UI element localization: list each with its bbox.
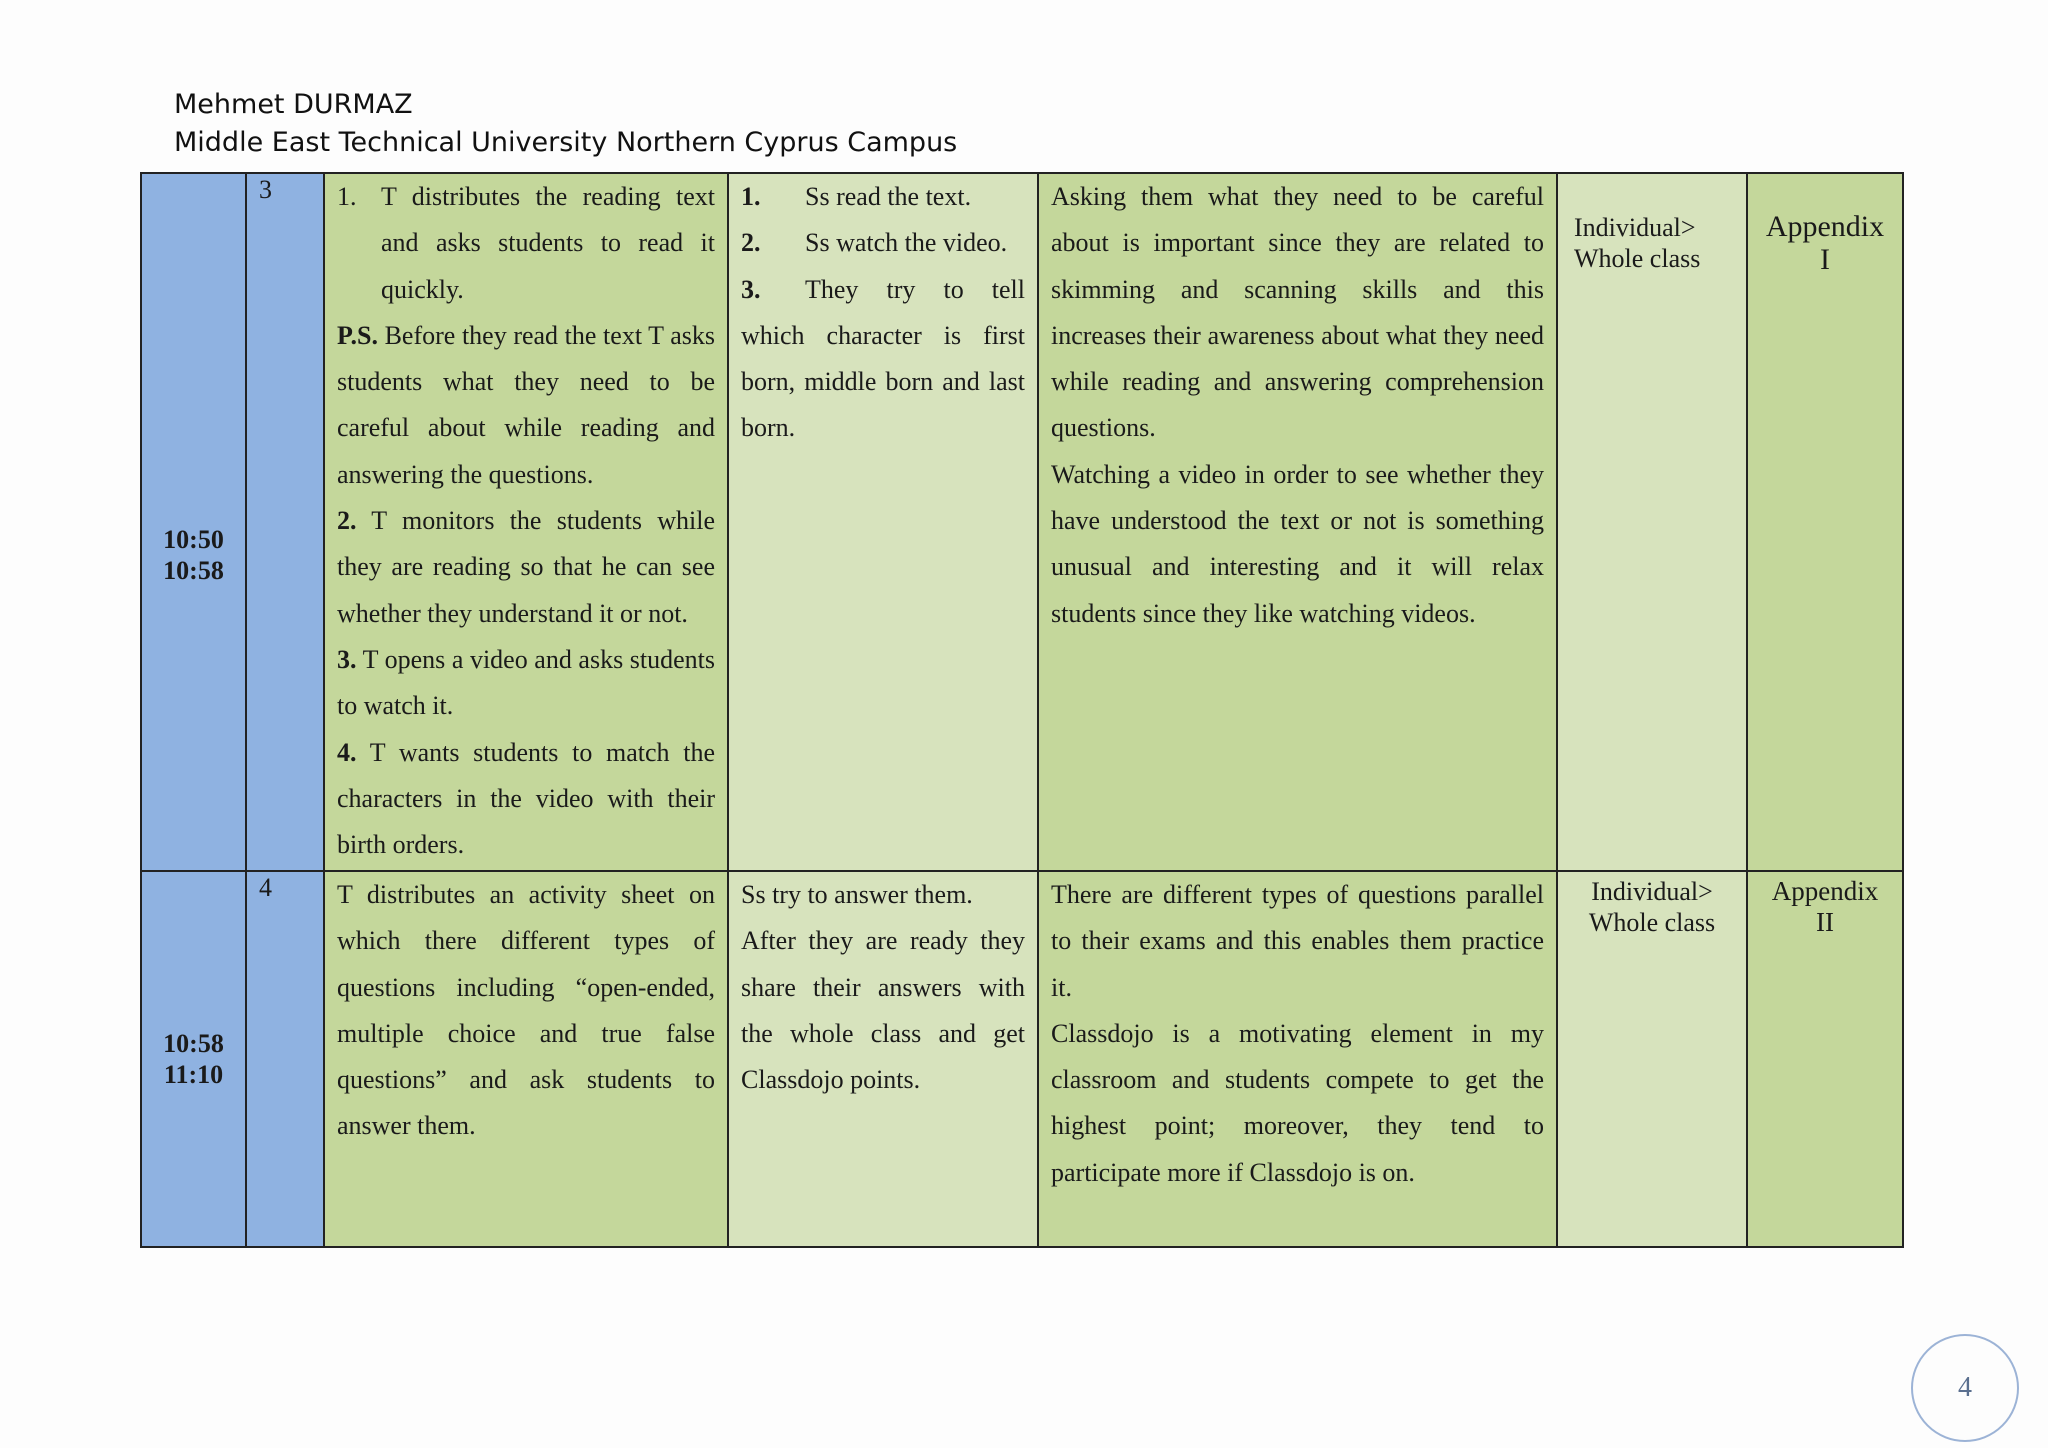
time-cell	[141, 173, 246, 871]
step-text: Ss read the text.	[805, 182, 972, 211]
purpose-paragraph: Watching a video in order to see whether they have understood the text or not is something unusual and interesting and it will relax students since they like watching videos.	[1051, 459, 1544, 628]
teacher-step-3	[337, 637, 715, 730]
step-text: T distributes the reading text and asks students to read it quickly.	[381, 182, 715, 304]
interaction-cell	[1557, 871, 1747, 1247]
teacher-step-1	[337, 174, 715, 313]
step-number: 3.	[741, 274, 761, 304]
teacher-ps	[337, 313, 715, 498]
step-number: 1.	[337, 182, 357, 211]
table-row	[141, 871, 1903, 1247]
purpose-cell	[1038, 871, 1557, 1247]
interaction-text: Individual>	[1574, 213, 1696, 242]
appendix-number: I	[1820, 243, 1830, 276]
stage-cell	[246, 871, 324, 1247]
appendix-number: II	[1816, 907, 1834, 937]
ps-label: P.S.	[337, 320, 378, 350]
author-name: Mehmet DURMAZ	[174, 89, 413, 120]
appendix-label: Appendix	[1765, 210, 1885, 243]
student-step-3	[741, 267, 1025, 452]
student-step-2	[741, 220, 1025, 266]
time-end: 11:10	[163, 1060, 224, 1089]
time-start: 10:50	[163, 525, 224, 554]
ps-text: Before they read the text T asks students what they need to be careful about while reading and answering the questions.	[337, 320, 715, 489]
page-number-badge	[1911, 1334, 2019, 1442]
teacher-step-2	[337, 498, 715, 637]
step-text: T monitors the students while they are reading so that he can see whether they understand it or not.	[337, 506, 715, 628]
student-activity-cell	[728, 871, 1038, 1247]
step-number: 2.	[337, 506, 357, 536]
teacher-step-4	[337, 730, 715, 869]
stage-number: 4	[259, 873, 272, 902]
purpose-paragraph: Asking them what they need to be careful about is important since they are related to skimming and scanning skills and this increases their awareness about what they need while reading and answering comprehension questions.	[1051, 182, 1544, 443]
student-step: After they are ready they share their answers with the whole class and get Classdojo points.	[741, 926, 1025, 1095]
step-number: 2.	[741, 228, 761, 258]
teacher-step: T distributes an activity sheet on which there different types of questions including “open-ended, multiple choice and true false questions” and ask students to answer them.	[337, 880, 715, 1141]
appendix-label: Appendix	[1771, 876, 1879, 906]
teacher-activity-cell	[324, 173, 728, 871]
time-cell	[141, 871, 246, 1247]
student-step-1	[741, 174, 1025, 220]
step-number: 4.	[337, 737, 357, 767]
student-activity-cell	[728, 173, 1038, 871]
table-row	[141, 173, 1903, 871]
interaction-text: Whole class	[1574, 244, 1701, 273]
teacher-activity-cell	[324, 871, 728, 1247]
stage-number: 3	[259, 175, 272, 204]
materials-cell	[1747, 871, 1903, 1247]
step-text: T opens a video and asks students to watch it.	[337, 644, 715, 721]
stage-cell	[246, 173, 324, 871]
interaction-text: Individual>	[1591, 877, 1713, 906]
institution-name: Middle East Technical University Northern Cyprus Campus	[174, 127, 958, 158]
step-number: 1.	[741, 182, 761, 211]
step-text: T wants students to match the characters in the video with their birth orders.	[337, 737, 715, 860]
interaction-cell	[1557, 173, 1747, 871]
step-number: 3.	[337, 644, 357, 674]
purpose-cell	[1038, 173, 1557, 871]
purpose-paragraph: There are different types of questions parallel to their exams and this enables them practice it.	[1051, 880, 1544, 1002]
purpose-paragraph: Classdojo is a motivating element in my classroom and students compete to get the highest point; moreover, they tend to participate more if Classdojo is on.	[1051, 1018, 1544, 1187]
lesson-plan-table	[140, 172, 1904, 1248]
document-header	[174, 86, 957, 162]
interaction-text: Whole class	[1588, 908, 1716, 937]
time-start: 10:58	[163, 1029, 224, 1058]
time-end: 10:58	[163, 556, 224, 585]
materials-cell	[1747, 173, 1903, 871]
page-number: 4	[1958, 1372, 1972, 1403]
student-step: Ss try to answer them.	[741, 880, 973, 909]
step-text: Ss watch the video.	[805, 228, 1008, 258]
step-text: They try to tell which character is first born, middle born and last born.	[741, 274, 1025, 443]
